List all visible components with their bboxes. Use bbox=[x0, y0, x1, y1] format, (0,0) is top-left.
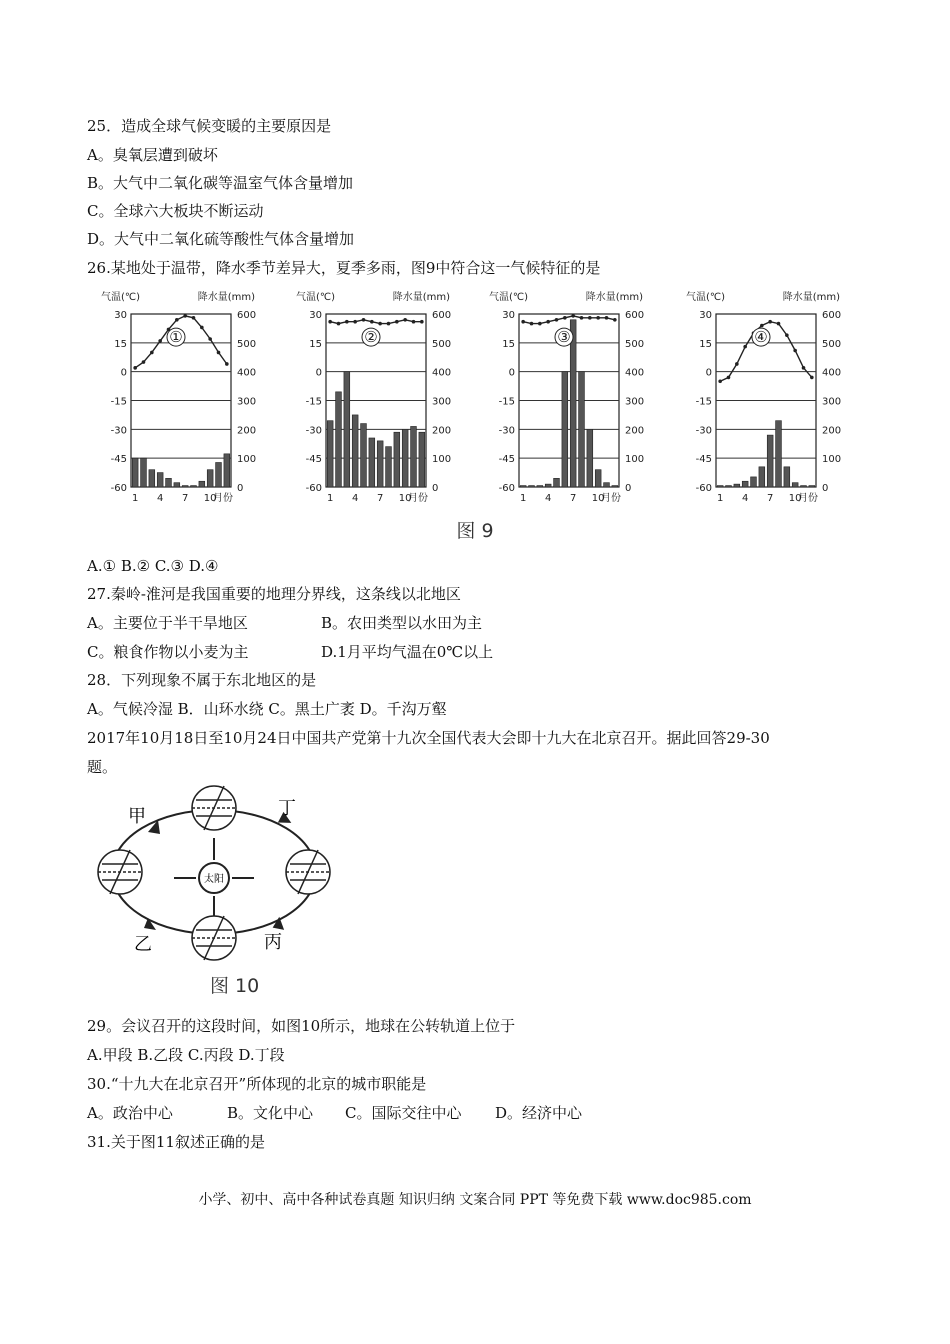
temperature-point bbox=[420, 320, 424, 324]
precipitation-bar bbox=[182, 486, 188, 487]
precipitation-bar bbox=[419, 432, 425, 487]
temperature-point bbox=[571, 314, 575, 318]
month-tick-label: 7 bbox=[766, 493, 774, 504]
month-axis-label: 月份 bbox=[798, 493, 818, 504]
q30-option-d: D。经济中心 bbox=[495, 1104, 583, 1122]
temperature-point bbox=[743, 345, 747, 349]
precipitation-bar bbox=[361, 424, 367, 487]
temperature-tick-label: 30 bbox=[699, 310, 712, 321]
precipitation-tick-label: 0 bbox=[822, 483, 829, 494]
precipitation-tick-label: 600 bbox=[237, 310, 257, 321]
temperature-tick-label: -45 bbox=[305, 454, 322, 466]
temperature-point bbox=[563, 316, 567, 320]
q30-option-c: C。国际交往中心 bbox=[345, 1104, 462, 1122]
precipitation-bar bbox=[141, 458, 147, 487]
precipitation-tick-label: 200 bbox=[432, 425, 452, 437]
temperature-tick-label: 0 bbox=[508, 367, 515, 379]
precipitation-bar bbox=[554, 478, 560, 487]
temperature-point bbox=[588, 316, 592, 320]
sun-label: 太阳 bbox=[204, 874, 224, 885]
precipitation-bar bbox=[545, 484, 551, 487]
q31-stem: 31.关于图11叙述正确的是 bbox=[87, 1133, 265, 1151]
q28-stem: 28．下列现象不属于东北地区的是 bbox=[87, 671, 317, 689]
precipitation-tick-label: 300 bbox=[432, 396, 452, 408]
q26-options: A.① B.② C.③ D.④ bbox=[87, 557, 219, 575]
temperature-tick-label: -60 bbox=[695, 483, 712, 494]
precipitation-bar bbox=[166, 478, 172, 487]
figure-9 bbox=[95, 287, 855, 549]
precipitation-bar bbox=[157, 473, 163, 487]
temperature-point bbox=[605, 316, 609, 320]
q30-stem: 30.“十九大在北京召开”所体现的北京的城市职能是 bbox=[87, 1075, 427, 1093]
precipitation-tick-label: 100 bbox=[237, 454, 257, 466]
earth-globe bbox=[192, 786, 236, 830]
month-tick-label: 10 bbox=[788, 493, 802, 504]
precipitation-tick-label: 200 bbox=[237, 425, 257, 437]
q25-option-b: B。大气中二氧化碳等温室气体含量增加 bbox=[87, 174, 354, 192]
precipitation-tick-label: 500 bbox=[237, 338, 257, 350]
precipitation-tick-label: 300 bbox=[237, 396, 257, 408]
chart-marker: ① bbox=[169, 328, 183, 347]
precipitation-tick-label: 300 bbox=[625, 396, 645, 408]
precipitation-bar bbox=[767, 435, 773, 487]
precipitation-bar bbox=[199, 481, 205, 487]
temperature-line bbox=[330, 320, 422, 324]
month-axis-label: 月份 bbox=[601, 493, 621, 504]
climate-chart-3 bbox=[489, 290, 644, 504]
temperature-point bbox=[183, 314, 187, 318]
precipitation-bar bbox=[537, 486, 543, 487]
temperature-tick-label: 15 bbox=[502, 338, 515, 350]
temperature-point bbox=[403, 318, 407, 322]
precipitation-bar bbox=[224, 454, 230, 487]
temperature-tick-label: -45 bbox=[110, 454, 127, 466]
precipitation-bar bbox=[377, 441, 383, 487]
month-tick-label: 4 bbox=[741, 493, 749, 504]
temperature-tick-label: -15 bbox=[498, 396, 515, 408]
figure-9-caption: 图 9 bbox=[456, 520, 494, 542]
precipitation-bar bbox=[369, 438, 375, 487]
precipitation-bar bbox=[344, 372, 350, 487]
temperature-point bbox=[735, 362, 739, 366]
climate-chart-2 bbox=[296, 290, 451, 504]
precipitation-bar bbox=[801, 486, 807, 487]
precipitation-bar bbox=[759, 467, 765, 487]
precipitation-bar bbox=[742, 481, 748, 487]
precipitation-bar bbox=[132, 458, 138, 487]
precipitation-axis-label: 降水量(mm) bbox=[392, 292, 450, 303]
q25-option-c: C。全球六大板块不断运动 bbox=[87, 202, 264, 220]
precipitation-bar bbox=[216, 462, 222, 487]
figure-10-caption: 图 10 bbox=[210, 975, 260, 997]
temperature-point bbox=[718, 379, 722, 383]
precipitation-bar bbox=[327, 421, 333, 487]
precipitation-axis-label: 降水量(mm) bbox=[782, 292, 840, 303]
temperature-point bbox=[768, 320, 772, 324]
temperature-point bbox=[337, 322, 341, 326]
temperature-point bbox=[760, 324, 764, 328]
temperature-point bbox=[192, 316, 196, 320]
temperature-point bbox=[596, 316, 600, 320]
month-tick-label: 10 bbox=[203, 493, 217, 504]
temperature-point bbox=[395, 320, 399, 324]
precipitation-tick-label: 100 bbox=[625, 454, 645, 466]
precipitation-bar bbox=[149, 470, 155, 487]
precipitation-tick-label: 400 bbox=[822, 367, 842, 379]
precipitation-tick-label: 400 bbox=[625, 367, 645, 379]
precipitation-bar bbox=[726, 486, 732, 487]
segment-bing: 丙 bbox=[264, 932, 282, 953]
precipitation-bar bbox=[587, 429, 593, 487]
q25-stem: 25．造成全球气候变暖的主要原因是 bbox=[87, 117, 332, 135]
earth-globe bbox=[286, 850, 330, 894]
temperature-point bbox=[793, 349, 797, 353]
temperature-tick-label: -30 bbox=[498, 425, 515, 437]
earth-globe bbox=[98, 850, 142, 894]
q30-option-a: A。政治中心 bbox=[87, 1104, 173, 1122]
temperature-point bbox=[613, 318, 617, 322]
month-tick-label: 1 bbox=[716, 493, 724, 504]
precipitation-tick-label: 500 bbox=[625, 338, 645, 350]
temperature-axis-label: 气温(℃) bbox=[686, 292, 726, 303]
month-axis-label: 月份 bbox=[213, 493, 233, 504]
precipitation-bar bbox=[570, 320, 576, 487]
temperature-point bbox=[580, 316, 584, 320]
precipitation-bar bbox=[411, 426, 417, 487]
chart-marker: ② bbox=[364, 328, 378, 347]
precipitation-tick-label: 200 bbox=[822, 425, 842, 437]
temperature-tick-label: 30 bbox=[502, 310, 515, 321]
q25-option-d: D。大气中二氧化硫等酸性气体含量增加 bbox=[87, 230, 355, 248]
q27-option-b: B。农田类型以水田为主 bbox=[321, 614, 483, 632]
page-footer: 小学、初中、高中各种试卷真题 知识归纳 文案合同 PPT 等免费下载 www.doc985.com bbox=[198, 1192, 752, 1208]
temperature-tick-label: 0 bbox=[705, 367, 712, 379]
precipitation-bar bbox=[809, 486, 815, 487]
precipitation-bar bbox=[207, 470, 213, 487]
temperature-point bbox=[200, 326, 204, 330]
earth-globe bbox=[192, 916, 236, 960]
temperature-point bbox=[378, 322, 382, 326]
temperature-tick-label: 30 bbox=[114, 310, 127, 321]
month-tick-label: 4 bbox=[156, 493, 164, 504]
q27-options-row2 bbox=[87, 642, 493, 662]
temperature-point bbox=[538, 322, 542, 326]
temperature-tick-label: 30 bbox=[309, 310, 322, 321]
precipitation-bar bbox=[394, 432, 400, 487]
temperature-tick-label: -15 bbox=[110, 396, 127, 408]
temperature-axis-label: 气温(℃) bbox=[296, 292, 336, 303]
month-tick-label: 1 bbox=[326, 493, 334, 504]
precipitation-tick-label: 100 bbox=[432, 454, 452, 466]
temperature-point bbox=[530, 322, 534, 326]
temperature-point bbox=[777, 322, 781, 326]
month-tick-label: 4 bbox=[351, 493, 359, 504]
month-tick-label: 7 bbox=[181, 493, 189, 504]
segment-ding: 丁 bbox=[278, 798, 296, 819]
month-tick-label: 7 bbox=[376, 493, 384, 504]
q30-options bbox=[87, 1103, 582, 1123]
temperature-point bbox=[546, 320, 550, 324]
precipitation-tick-label: 100 bbox=[822, 454, 842, 466]
q29-stem: 29。会议召开的这段时间，如图10所示，地球在公转轨道上位于 bbox=[87, 1017, 516, 1035]
precipitation-bar bbox=[529, 486, 535, 487]
temperature-tick-label: -15 bbox=[305, 396, 322, 408]
chart-marker: ④ bbox=[754, 328, 768, 347]
q27-option-d: D.1月平均气温在0℃以上 bbox=[321, 643, 494, 661]
precipitation-bar bbox=[792, 483, 798, 487]
precipitation-tick-label: 600 bbox=[822, 310, 842, 321]
precipitation-tick-label: 600 bbox=[432, 310, 452, 321]
temperature-point bbox=[353, 320, 357, 324]
precipitation-bar bbox=[751, 477, 757, 487]
temperature-tick-label: -45 bbox=[695, 454, 712, 466]
precipitation-bar bbox=[595, 470, 601, 487]
precipitation-bar bbox=[352, 415, 358, 487]
precipitation-bar bbox=[604, 483, 610, 487]
temperature-point bbox=[175, 318, 179, 322]
precipitation-tick-label: 600 bbox=[625, 310, 645, 321]
precipitation-tick-label: 0 bbox=[625, 483, 632, 494]
precipitation-bar bbox=[402, 429, 408, 487]
month-tick-label: 4 bbox=[544, 493, 552, 504]
month-tick-label: 1 bbox=[519, 493, 527, 504]
precipitation-bar bbox=[562, 372, 568, 487]
month-axis-label: 月份 bbox=[408, 493, 428, 504]
climate-chart-4 bbox=[686, 290, 841, 504]
intro-line-2: 题。 bbox=[87, 758, 118, 776]
precipitation-tick-label: 400 bbox=[237, 367, 257, 379]
precipitation-bar bbox=[734, 484, 740, 487]
temperature-point bbox=[217, 351, 221, 355]
temperature-point bbox=[133, 366, 137, 370]
precipitation-axis-label: 降水量(mm) bbox=[585, 292, 643, 303]
month-tick-label: 10 bbox=[591, 493, 605, 504]
precipitation-bar bbox=[174, 483, 180, 487]
temperature-tick-label: 15 bbox=[114, 338, 127, 350]
precipitation-tick-label: 0 bbox=[237, 483, 244, 494]
temperature-tick-label: -60 bbox=[305, 483, 322, 494]
temperature-point bbox=[362, 318, 366, 322]
chart-marker: ③ bbox=[557, 328, 571, 347]
temperature-point bbox=[150, 351, 154, 355]
temperature-tick-label: 0 bbox=[315, 367, 322, 379]
climate-chart-1 bbox=[101, 290, 256, 504]
precipitation-tick-label: 400 bbox=[432, 367, 452, 379]
temperature-point bbox=[345, 320, 349, 324]
precipitation-bar bbox=[191, 486, 197, 487]
month-tick-label: 7 bbox=[569, 493, 577, 504]
temperature-point bbox=[225, 362, 229, 366]
temperature-point bbox=[412, 320, 416, 324]
temperature-point bbox=[521, 320, 525, 324]
temperature-point bbox=[142, 360, 146, 364]
temperature-point bbox=[727, 376, 731, 380]
precipitation-tick-label: 300 bbox=[822, 396, 842, 408]
precipitation-bar bbox=[717, 486, 723, 487]
temperature-tick-label: -30 bbox=[305, 425, 322, 437]
temperature-tick-label: -30 bbox=[695, 425, 712, 437]
temperature-axis-label: 气温(℃) bbox=[489, 292, 529, 303]
month-tick-label: 1 bbox=[131, 493, 139, 504]
temperature-tick-label: -30 bbox=[110, 425, 127, 437]
temperature-tick-label: 15 bbox=[309, 338, 322, 350]
figure-10 bbox=[92, 780, 352, 1002]
q27-option-a: A。主要位于半干旱地区 bbox=[87, 614, 248, 632]
temperature-tick-label: 15 bbox=[699, 338, 712, 350]
temperature-tick-label: -45 bbox=[498, 454, 515, 466]
temperature-line bbox=[523, 316, 615, 324]
temperature-point bbox=[555, 318, 559, 322]
q27-options-row1 bbox=[87, 613, 482, 633]
temperature-tick-label: -15 bbox=[695, 396, 712, 408]
q27-stem: 27.秦岭-淮河是我国重要的地理分界线，这条线以北地区 bbox=[87, 585, 461, 603]
precipitation-bar bbox=[386, 447, 392, 487]
temperature-point bbox=[387, 322, 391, 326]
month-tick-label: 10 bbox=[398, 493, 412, 504]
precipitation-tick-label: 500 bbox=[822, 338, 842, 350]
precipitation-bar bbox=[784, 467, 790, 487]
temperature-point bbox=[810, 376, 814, 380]
precipitation-bar bbox=[579, 372, 585, 487]
temperature-point bbox=[802, 366, 806, 370]
q29-options: A.甲段 B.乙段 C.丙段 D.丁段 bbox=[87, 1046, 285, 1064]
temperature-point bbox=[158, 339, 162, 343]
precipitation-tick-label: 500 bbox=[432, 338, 452, 350]
q30-option-b: B。文化中心 bbox=[227, 1104, 314, 1122]
temperature-tick-label: -60 bbox=[110, 483, 127, 494]
temperature-tick-label: -60 bbox=[498, 483, 515, 494]
q28-options: A。气候冷湿 B．山环水绕 C。黑土广袤 D。千沟万壑 bbox=[87, 700, 447, 718]
precipitation-tick-label: 200 bbox=[625, 425, 645, 437]
precipitation-axis-label: 降水量(mm) bbox=[197, 292, 255, 303]
segment-yi: 乙 bbox=[134, 934, 152, 955]
temperature-point bbox=[785, 333, 789, 337]
precipitation-bar bbox=[776, 421, 782, 487]
q25-option-a: A。臭氧层遭到破坏 bbox=[87, 146, 218, 164]
temperature-tick-label: 0 bbox=[120, 367, 127, 379]
q26-stem: 26.某地处于温带，降水季节差异大，夏季多雨，图9中符合这一气候特征的是 bbox=[87, 259, 601, 277]
intro-line-1: 2017年10月18日至10月24日中国共产党第十九次全国代表大会即十九大在北京召开。据此回答29-30 bbox=[87, 729, 770, 747]
temperature-point bbox=[328, 320, 332, 324]
precipitation-bar bbox=[612, 486, 618, 487]
temperature-axis-label: 气温(℃) bbox=[101, 292, 141, 303]
temperature-point bbox=[208, 337, 212, 341]
temperature-point bbox=[370, 320, 374, 324]
precipitation-bar bbox=[336, 392, 342, 487]
segment-jia: 甲 bbox=[128, 806, 146, 827]
precipitation-tick-label: 0 bbox=[432, 483, 439, 494]
q27-option-c: C。粮食作物以小麦为主 bbox=[87, 643, 249, 661]
precipitation-bar bbox=[520, 486, 526, 487]
